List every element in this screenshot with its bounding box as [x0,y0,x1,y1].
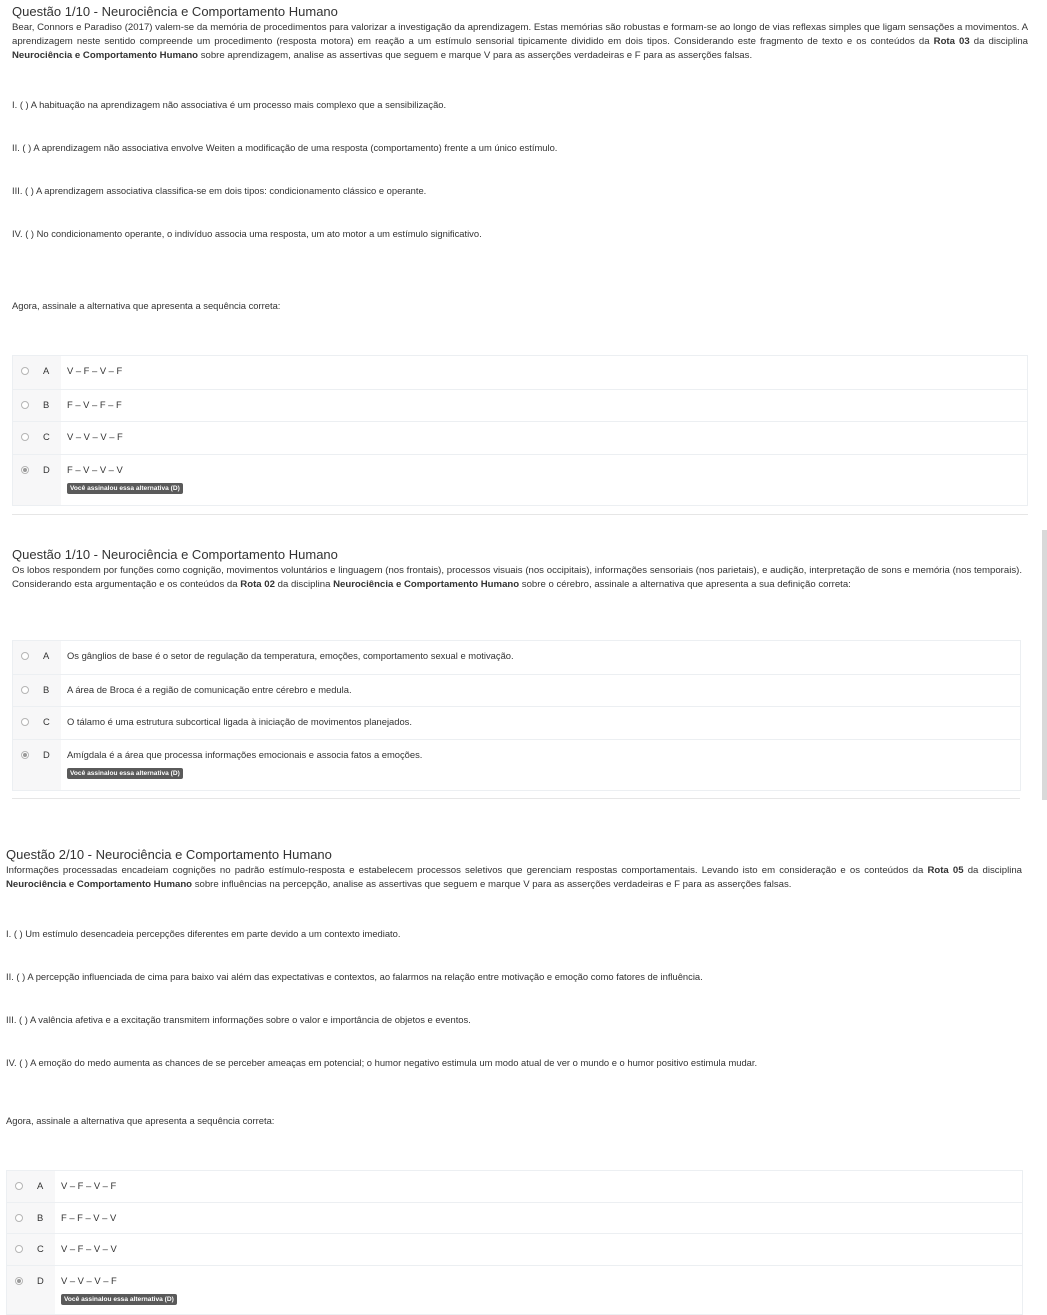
option-c[interactable]: C V – F – V – V [7,1234,1022,1266]
question-intro: Os lobos respondem por funções como cognição, movimentos voluntários e linguagem (nos frontais), processos visuais (nos occipitais), informações sensoriais (nos parietais), e audição, interpretação de sons e memória (nos temporais). Considerando esta argumentação e os conteúdos da Rota 02 da disciplina Neurociência e Comportamento Humano sobre o cérebro, assinale a alternativa que apresenta a sua definição correta: [12,565,1022,590]
assertion-3: III. ( ) A valência afetiva e a excitação transmitem informações sobre o valor e importância de objetos e eventos. [6,1014,471,1025]
radio-icon[interactable] [21,718,29,726]
question-title: Questão 1/10 - Neurociência e Comportamento Humano [12,547,338,562]
radio-icon[interactable] [21,401,29,409]
question-intro: Bear, Connors e Paradiso (2017) valem-se da memória de procedimentos para valorizar a investigação da aprendizagem. Estas memórias são robustas e formam-se ao longo de vias reflexas simples que ligam sensações a movimentos. A aprendizagem neste sentido compreende um procedimento (resposta motora) em reação a um estímulo sensorial tipicamente dividido em dois tipos. Considerando este fragmento de texto e os conteúdos da Rota 03 da disciplina Neurociência e Comportamento Humano sobre aprendizagem, analise as assertivas que seguem e marque V para as asserções verdadeiras e F para as asserções falsas. [12,22,1029,61]
option-a[interactable]: A V – F – V – F [13,356,1027,390]
assertion-2: II. ( ) A aprendizagem não associativa envolve Weiten a modificação de uma resposta (comportamento) frente a um único estímulo. [12,142,558,153]
assertion-3: III. ( ) A aprendizagem associativa classifica-se em dois tipos: condicionamento clássico e operante. [12,185,427,196]
radio-icon[interactable] [21,652,29,660]
assertion-1: I. ( ) Um estímulo desencadeia percepções diferentes em parte devido a um contexto imediato. [6,928,401,939]
selected-badge: Você assinalou essa alternativa (D) [61,1294,177,1305]
option-c[interactable]: C V – V – V – F [13,422,1027,455]
radio-selected-icon[interactable] [21,466,29,474]
radio-selected-icon[interactable] [15,1277,23,1285]
option-a[interactable]: A Os gânglios de base é o setor de regulação da temperatura, emoções, comportamento sexual e motivação. [13,641,1020,675]
option-b[interactable]: B A área de Broca é a região de comunicação entre cérebro e medula. [13,675,1020,707]
option-c[interactable]: C O tálamo é uma estrutura subcortical ligada à iniciação de movimentos planejados. [13,707,1020,740]
options-list [12,640,1021,791]
question-1 [12,4,1028,63]
option-d[interactable]: D V – V – V – F Você assinalou essa alternativa (D) [7,1266,1022,1314]
assertion-2: II. ( ) A percepção influenciada de cima para baixo vai além das expectativas e contextos, ao falarmos na relação entre motivação e emoção como fatores de influência. [6,971,703,982]
radio-selected-icon[interactable] [21,751,29,759]
question-2 [12,547,1022,592]
divider [12,514,1028,515]
assertion-4: IV. ( ) A emoção do medo aumenta as chances de se perceber ameaças em potencial; o humor negativo estimula um modo atual de ver o mundo e o humor positivo estimula mudar. [6,1057,758,1068]
option-d[interactable]: D F – V – V – V Você assinalou essa alternativa (D) [13,455,1027,505]
selected-badge: Você assinalou essa alternativa (D) [67,483,183,494]
radio-icon[interactable] [15,1245,23,1253]
scrollbar[interactable] [1042,530,1047,800]
option-b[interactable]: B F – V – F – F [13,390,1027,422]
assertion-1: I. ( ) A habituação na aprendizagem não associativa é um processo mais complexo que a sensibilização. [12,99,447,110]
option-d[interactable]: D Amígdala é a área que processa informações emocionais e associa fatos a emoções. Você assinalou essa alternativa (D) [13,740,1020,790]
question-title: Questão 1/10 - Neurociência e Comportamento Humano [12,4,338,19]
radio-icon[interactable] [21,433,29,441]
selected-badge: Você assinalou essa alternativa (D) [67,768,183,779]
assertion-4: IV. ( ) No condicionamento operante, o indivíduo associa uma resposta, um ato motor a um estímulo significativo. [12,228,482,239]
radio-icon[interactable] [21,367,29,375]
instruction: Agora, assinale a alternativa que apresenta a sequência correta: [12,300,281,311]
option-a[interactable]: A V – F – V – F [7,1171,1022,1203]
radio-icon[interactable] [15,1214,23,1222]
question-3 [6,847,1022,892]
question-title: Questão 2/10 - Neurociência e Comportamento Humano [6,847,332,862]
options-list [12,355,1028,506]
option-b[interactable]: B F – F – V – V [7,1203,1022,1234]
divider [12,798,1020,799]
question-intro: Informações processadas encadeiam cognições no padrão estímulo-resposta e estabelecem processos seletivos que gerenciam respostas comportamentais. Levando isto em consideração e os conteúdos da Rota 05 da disciplina Neurociência e Comportamento Humano sobre influências na percepção, analise as assertivas que seguem e marque V para as asserções verdadeiras e F para as asserções falsas. [6,865,1023,890]
options-list [6,1170,1023,1315]
instruction: Agora, assinale a alternativa que apresenta a sequência correta: [6,1115,275,1126]
radio-icon[interactable] [15,1182,23,1190]
radio-icon[interactable] [21,686,29,694]
